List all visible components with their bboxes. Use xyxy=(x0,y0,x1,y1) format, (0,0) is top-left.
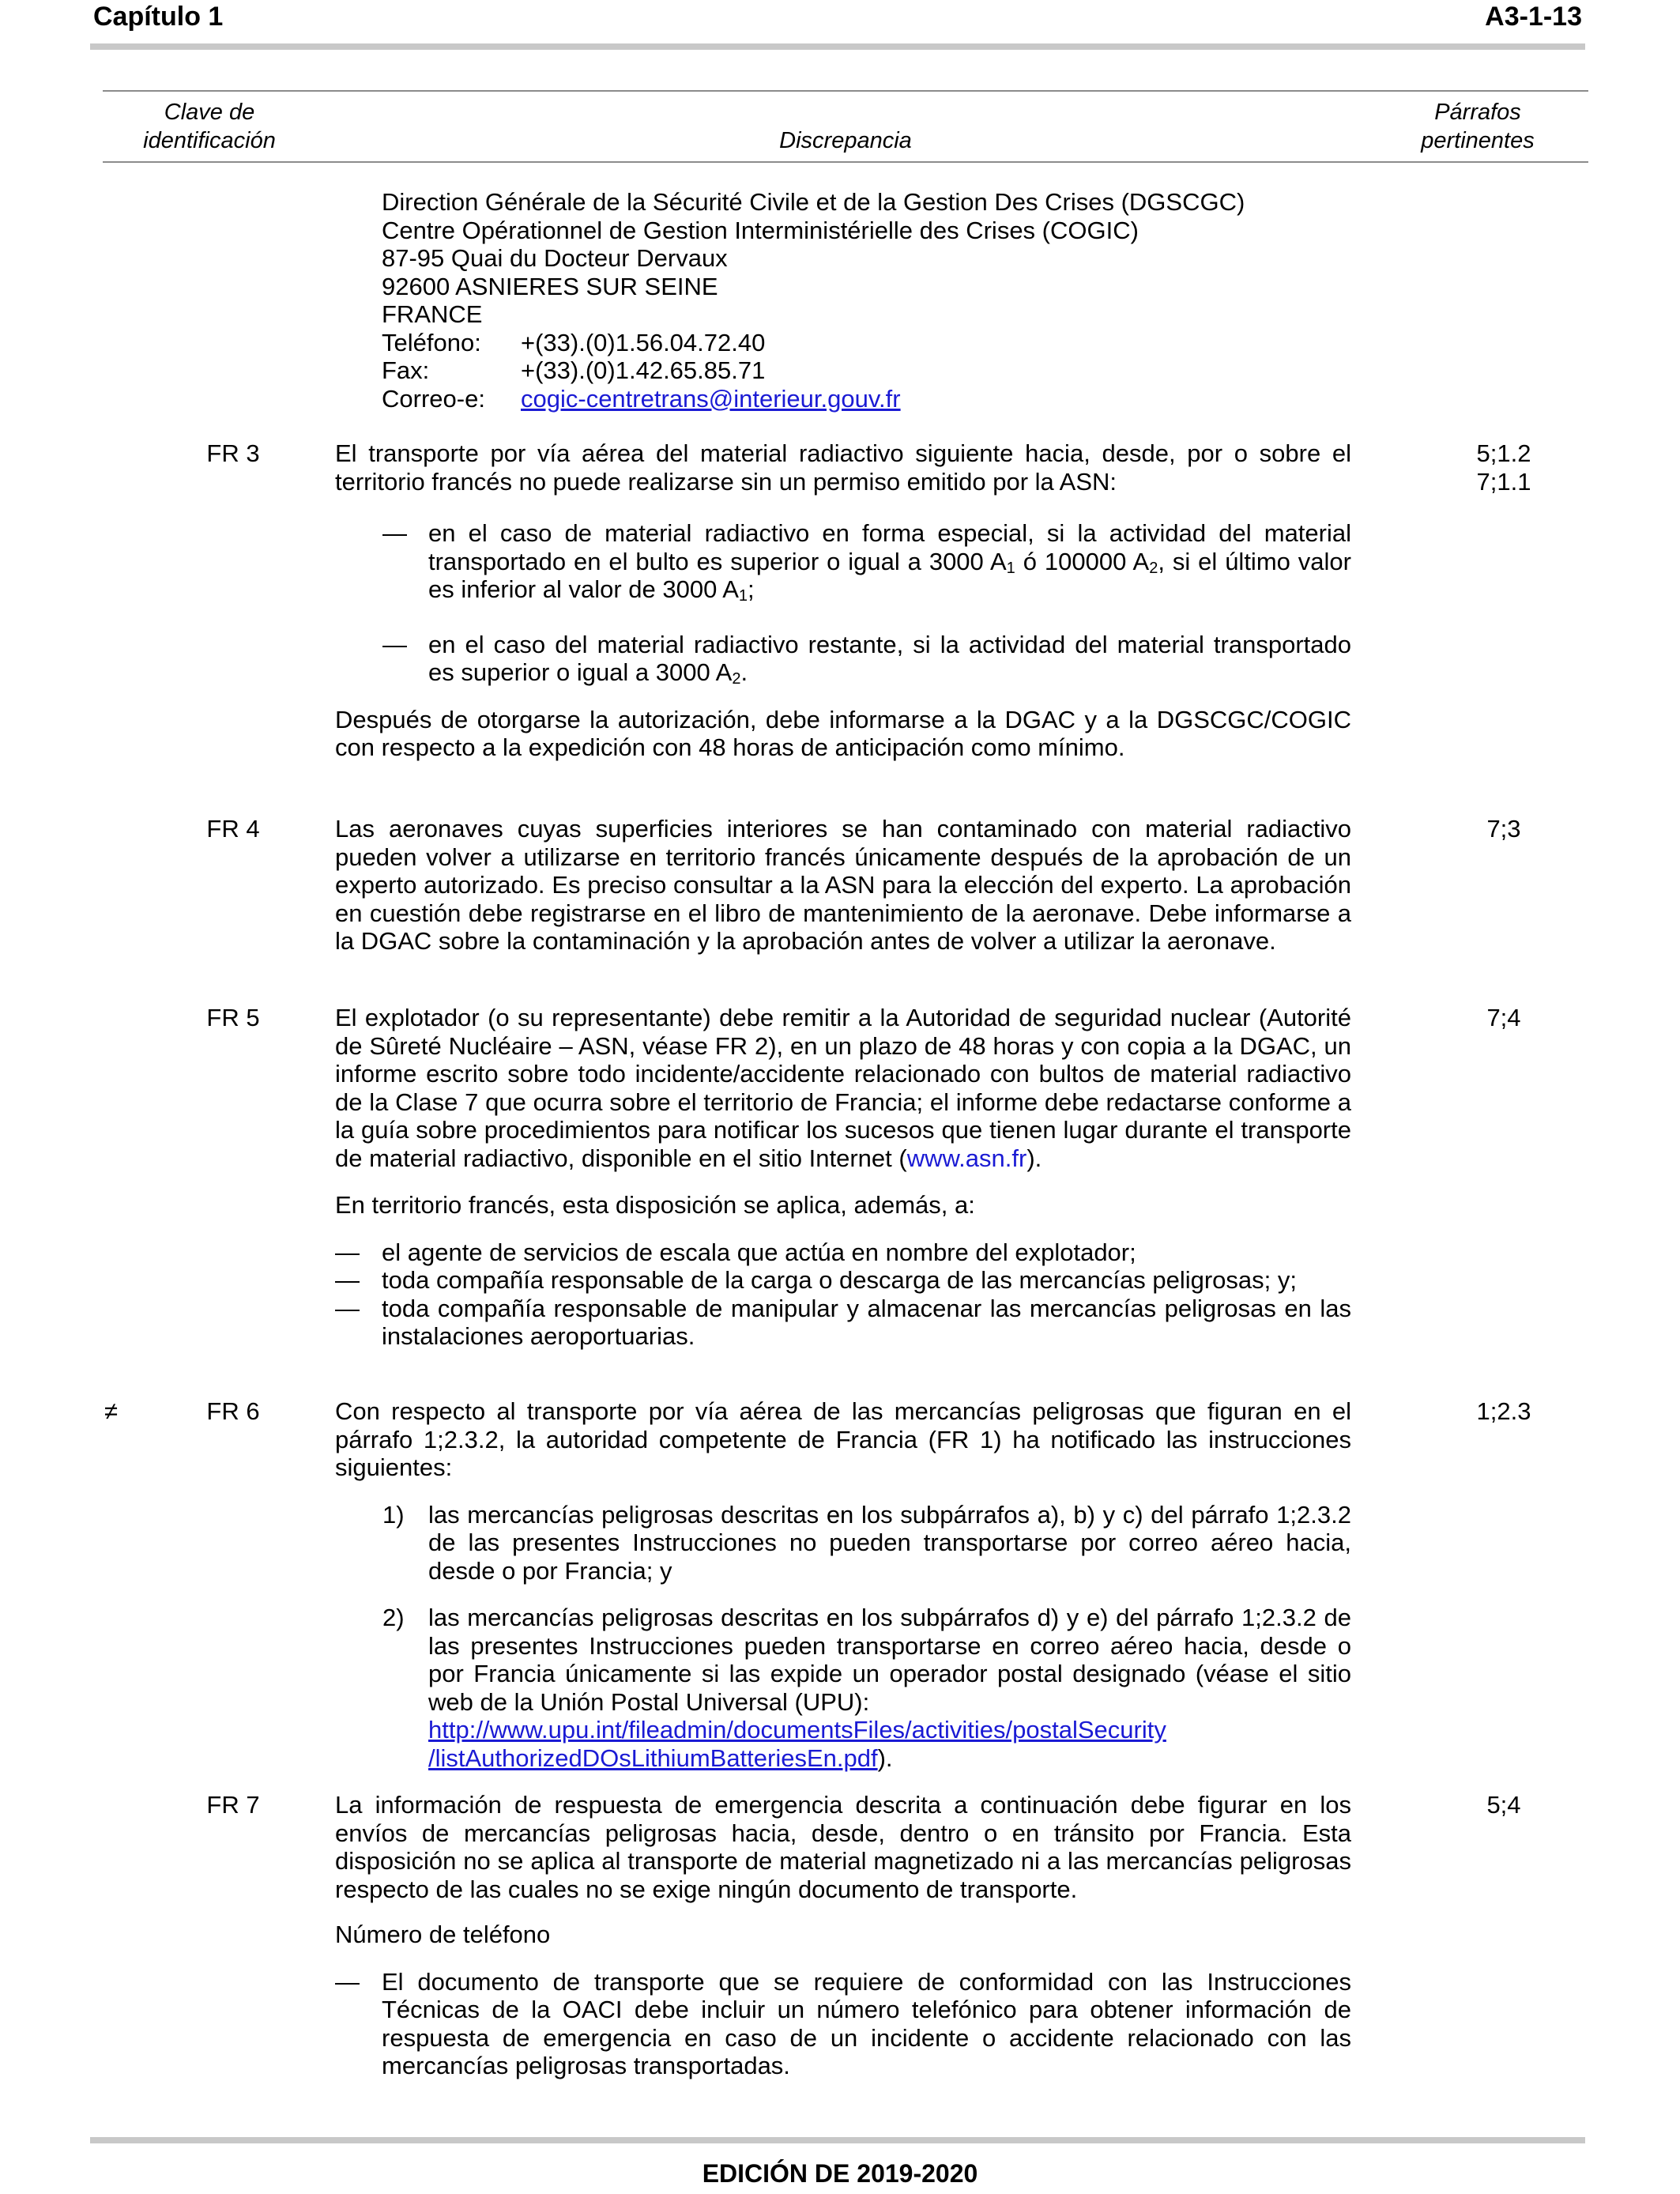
fax-label: Fax: xyxy=(382,356,430,384)
dash-marker: — xyxy=(335,1294,360,1322)
header-rule xyxy=(90,43,1585,50)
chapter-title: Capítulo 1 xyxy=(93,2,224,32)
address-block xyxy=(382,188,1245,413)
fr5-list-item xyxy=(335,1266,1351,1295)
entry-code-fr5: FR 5 xyxy=(206,1004,260,1031)
fr5-text: ). xyxy=(1026,1144,1042,1172)
fr7-item-text: El documento de transporte que se requiere de conformidad con las Instrucciones Técnicas de la OACI debe incluir un número telefónico para obtener información de respuesta de emergencia en caso de un incidente o accidente relacionado con las mercancías peligrosas transportadas. xyxy=(382,1967,1351,2079)
fr3-after: Después de otorgarse la autorización, debe informarse a la DGAC y a la DGSCGC/COGIC con respecto a la expedición con 48 horas de anticipación como mínimo. xyxy=(335,705,1351,761)
fr3-list-item xyxy=(335,631,1351,687)
ref-line: 7;1.1 xyxy=(1476,468,1531,496)
fr4-paragraph: Las aeronaves cuyas superficies interiores se han contaminado con material radiactivo pueden volver a utilizarse en territorio francés únicamente después de la aprobación de un experto autorizado. Es preciso consultar a la ASN para la elección del experto. La aprobación en cuestión debe registrarse en el libro de mantenimiento de la aeronave. Debe informarse a la DGAC sobre la contaminación y la aprobación antes de volver a utilizar la aeronave. xyxy=(335,815,1351,955)
address-line: Centre Opérationnel de Gestion Interministérielle des Crises (COGIC) xyxy=(382,216,1139,244)
entry-code-fr7: FR 7 xyxy=(206,1791,260,1819)
fr3-intro: El transporte por vía aérea del material radiactivo siguiente hacia, desde, por o sobre el territorio francés no puede realizarse sin un permiso emitido por la ASN: xyxy=(335,439,1351,496)
entry-refs-fr6: 1;2.3 xyxy=(1476,1397,1531,1425)
fr7-list-item xyxy=(335,1968,1351,2080)
fr3-list-item xyxy=(335,519,1351,604)
address-line: 92600 ASNIERES SUR SEINE xyxy=(382,272,718,300)
phone-value: +(33).(0)1.56.04.72.40 xyxy=(521,328,766,356)
entry-code-fr4: FR 4 xyxy=(206,815,260,843)
fr3-item2-text: . xyxy=(740,658,748,686)
footer-rule xyxy=(90,2137,1585,2143)
fr5-item-text: toda compañía responsable de manipular y almacenar las mercancías peligrosas en las instalaciones aeroportuarias. xyxy=(382,1294,1351,1350)
fr3-item1-text: ; xyxy=(748,575,755,603)
dash-marker: — xyxy=(382,519,407,547)
entry-fr5-text xyxy=(335,1004,1351,1351)
asn-website-link[interactable]: www.asn.fr xyxy=(906,1144,1027,1172)
entry-refs-fr3 xyxy=(1429,439,1579,496)
dash-marker: — xyxy=(335,1967,360,1996)
fr5-list-item xyxy=(335,1295,1351,1351)
email-row xyxy=(382,385,1245,413)
address-line: 87-95 Quai du Docteur Dervaux xyxy=(382,244,728,272)
fr5-list-item xyxy=(335,1238,1351,1267)
fr6-intro: Con respecto al transporte por vía aérea de las mercancías peligrosas que figuran en el párrafo 1;2.3.2, la autoridad competente de Francia (FR 1) ha notificado las instrucciones siguientes: xyxy=(335,1397,1351,1481)
fax-row xyxy=(382,356,1245,385)
page-reference: A3-1-13 xyxy=(1485,2,1582,32)
edition-footer: EDICIÓN DE 2019-2020 xyxy=(702,2159,978,2188)
ref-line: 5;1.2 xyxy=(1476,439,1531,467)
table-top-rule xyxy=(103,90,1588,92)
subscript: 2 xyxy=(732,670,741,688)
fr5-item-text: el agente de servicios de escala que actúa en nombre del explotador; xyxy=(382,1238,1136,1266)
fr6-list-item xyxy=(335,1501,1351,1585)
entry-code-fr6: FR 6 xyxy=(206,1397,260,1425)
column-header-paragraphs-line1: Párrafos xyxy=(1434,100,1521,125)
dash-marker: — xyxy=(335,1266,360,1294)
fr7-paragraph: La información de respuesta de emergencia descrita a continuación debe figurar en los envíos de mercancías peligrosas hacia, desde, dentro o en tránsito por Francia. Esta disposición no se aplica al transporte de material magnetizado ni a las mercancías peligrosas respecto de las cuales no se exige ningún documento de transporte. xyxy=(335,1791,1351,1903)
fr7-subheading: Número de teléfono xyxy=(335,1921,551,1948)
dash-marker: — xyxy=(382,630,407,658)
item-number: 2) xyxy=(382,1604,405,1631)
subscript: 1 xyxy=(1006,559,1015,577)
fr5-also: En territorio francés, esta disposición se aplica, además, a: xyxy=(335,1191,975,1219)
phone-row xyxy=(382,329,1245,357)
entry-fr4-text xyxy=(335,815,1351,956)
upu-link-part: /listAuthorizedDOsLithiumBatteriesEn.pdf xyxy=(428,1744,878,1772)
upu-link[interactable] xyxy=(428,1716,1166,1772)
fr5-text: El explotador (o su representante) debe remitir a la Autoridad de seguridad nuclear (Autorité de Sûreté Nucléaire – ASN, véase FR 2), en un plazo de 48 horas y con copia a la DGAC, un informe escrito sobre todo incidente/accidente relacionado con bultos de material radiactivo de la Clase 7 que ocurra sobre el territorio de Francia; el informe debe redactarse conforme a la guía sobre procedimientos para notificar los sucesos que tienen lugar durante el transporte de material radiactivo, disponible en el sitio Internet ( xyxy=(335,1004,1351,1172)
dash-marker: — xyxy=(335,1238,360,1266)
column-header-paragraphs-line2: pertinentes xyxy=(1421,128,1535,153)
entry-refs-fr5: 7;4 xyxy=(1486,1004,1521,1031)
fax-value: +(33).(0)1.42.65.85.71 xyxy=(521,356,766,384)
column-header-key-line1: Clave de xyxy=(164,100,255,125)
entry-fr3-text xyxy=(335,439,1351,762)
fr3-item1-text: en el caso de material radiactivo en forma especial, si la actividad del material transportado en el bulto es superior o igual a 3000 A xyxy=(428,519,1351,575)
phone-label: Teléfono: xyxy=(382,328,481,356)
fr5-item-text: toda compañía responsable de la carga o descarga de las mercancías peligrosas; y; xyxy=(382,1266,1298,1294)
fr3-item1-text: , si el último valor es inferior al valor de 3000 A xyxy=(428,547,1351,603)
table-header-rule xyxy=(103,161,1588,163)
column-header-key-line2: identificación xyxy=(143,128,276,153)
entry-fr7-text xyxy=(335,1791,1351,2080)
fr6-item2-text: las mercancías peligrosas descritas en los subpárrafos d) y e) del párrafo 1;2.3.2 de las presentes Instrucciones pueden transportarse en correo aéreo hacia, desde o por Francia únicamente si las expide un operador postal designado (véase el sitio web de la Unión Postal Universal (UPU): xyxy=(428,1604,1351,1716)
column-header-paragraphs xyxy=(1375,98,1580,155)
fr6-item1-text: las mercancías peligrosas descritas en los subpárrafos a), b) y c) del párrafo 1;2.3.2 de las presentes Instrucciones no pueden transportarse por correo aéreo hacia, desde o por Francia; y xyxy=(428,1500,1351,1585)
entry-refs-fr7: 5;4 xyxy=(1486,1791,1521,1819)
email-link[interactable]: cogic-centretrans@interieur.gouv.fr xyxy=(521,384,901,413)
upu-link-part: http://www.upu.int/fileadmin/documentsFiles/activities/postalSecurity xyxy=(428,1716,1166,1744)
fr3-item1-text: ó 100000 A xyxy=(1015,547,1150,575)
fr5-paragraph xyxy=(335,1004,1351,1172)
fr3-item2-text: en el caso del material radiactivo restante, si la actividad del material transportado es superior o igual a 3000 A xyxy=(428,630,1351,686)
subscript: 1 xyxy=(738,587,748,605)
entry-code-fr3: FR 3 xyxy=(206,439,260,467)
entry-refs-fr4: 7;3 xyxy=(1486,815,1521,843)
subscript: 2 xyxy=(1149,559,1158,577)
change-mark: ≠ xyxy=(104,1397,119,1425)
email-label: Correo-e: xyxy=(382,384,485,413)
fr6-item2-end: ). xyxy=(877,1744,893,1772)
entry-fr6-text xyxy=(335,1397,1351,1772)
column-header-discrepancy: Discrepancia xyxy=(779,128,912,153)
address-line: Direction Générale de la Sécurité Civile et de la Gestion Des Crises (DGSCGC) xyxy=(382,188,1245,216)
address-line: FRANCE xyxy=(382,300,483,328)
fr6-list-item xyxy=(335,1604,1351,1772)
column-header-key xyxy=(119,98,300,155)
item-number: 1) xyxy=(382,1500,405,1529)
